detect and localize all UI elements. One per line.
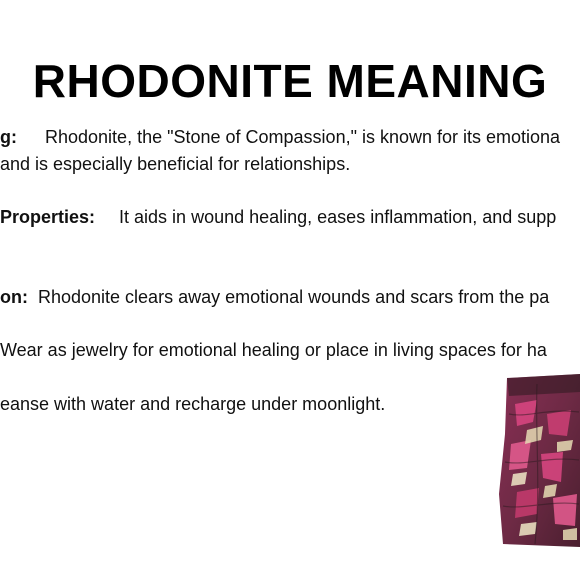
emotional-line (0, 288, 549, 306)
page-title: RHODONITE MEANING (32, 55, 548, 107)
healing-properties-line (0, 208, 556, 226)
cleansing-line: eanse with water and recharge under moonlight. (0, 394, 386, 414)
rhodonite-stone-graphic (497, 374, 580, 547)
meaning-continuation: and is especially beneficial for relationships. (0, 154, 351, 174)
rhodonite-stone-image (497, 374, 580, 547)
meaning-label: g: (0, 127, 17, 147)
meaning-line (0, 128, 560, 146)
healing-properties-text: It aids in wound healing, eases inflammation, and supp (119, 207, 557, 227)
emotional-label: on: (0, 287, 28, 307)
emotional-text: Rhodonite clears away emotional wounds and scars from the pa (37, 287, 550, 307)
healing-properties-label: Properties: (0, 207, 96, 227)
usage-line: Wear as jewelry for emotional healing or place in living spaces for ha (0, 340, 547, 360)
meaning-text: Rhodonite, the "Stone of Compassion," is known for its emotiona (45, 127, 561, 147)
